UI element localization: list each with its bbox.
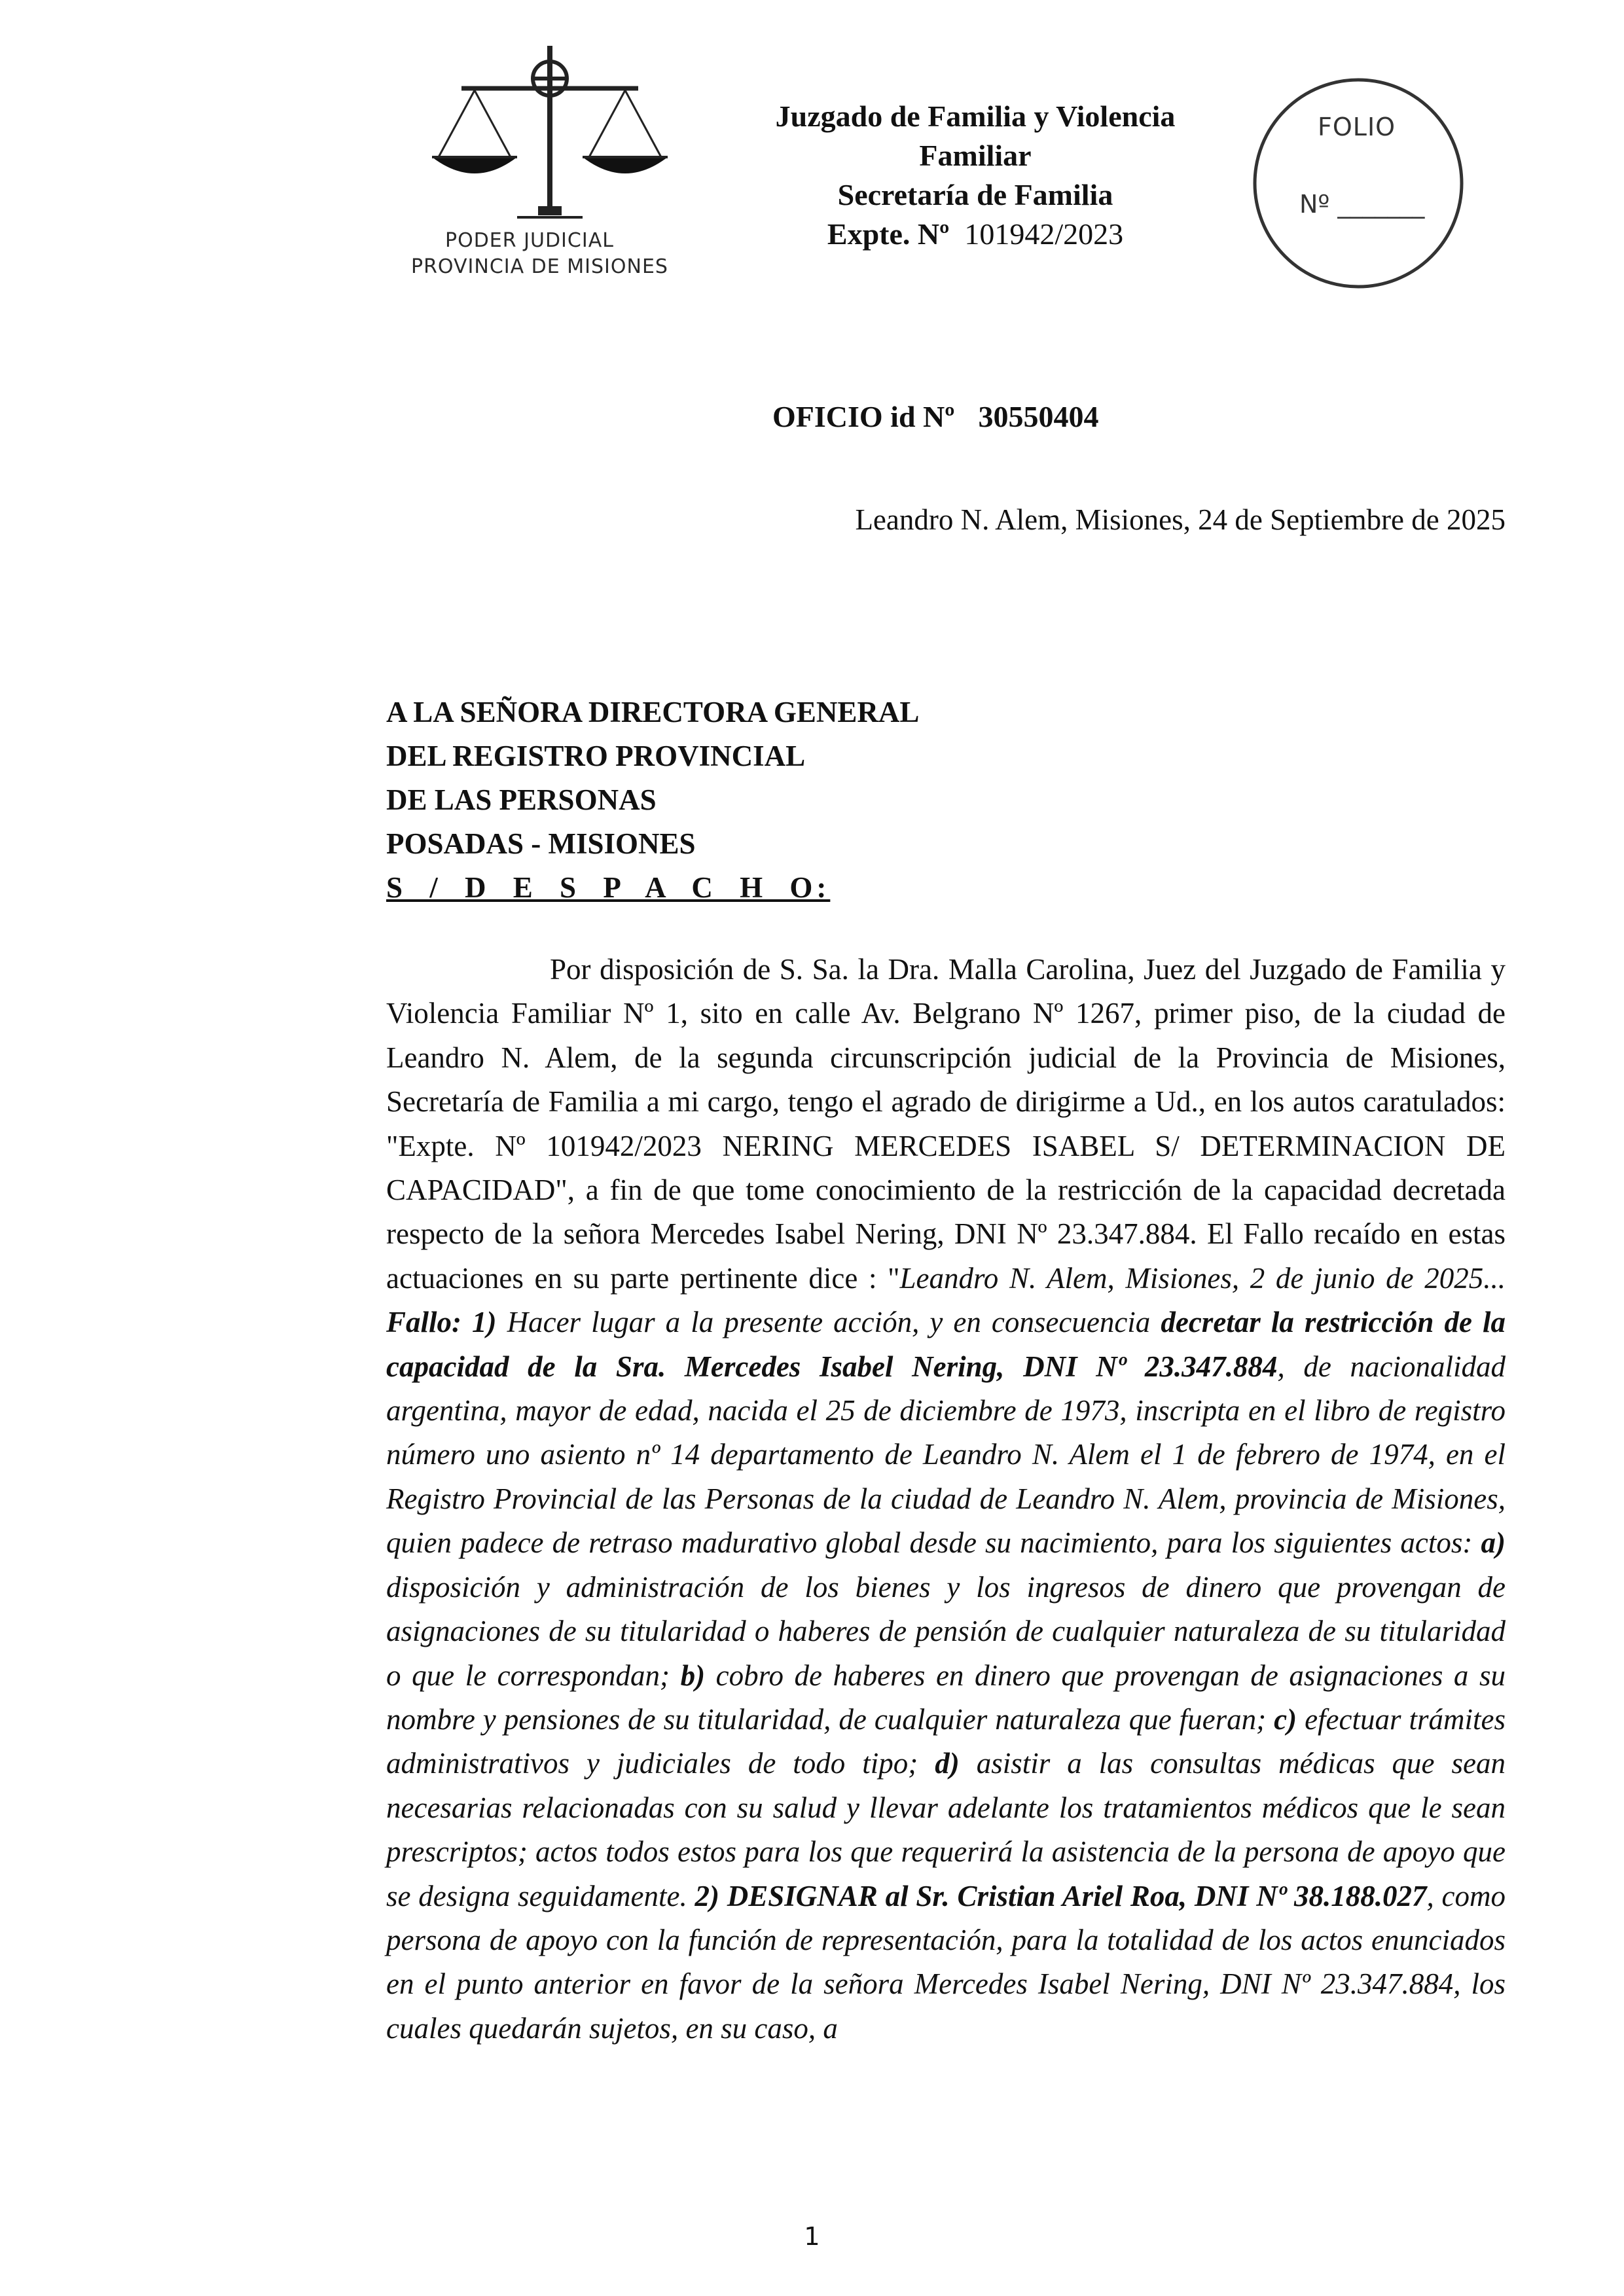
body-paragraph — [386, 948, 1506, 2051]
oficio-number: 30550404 — [978, 400, 1099, 433]
item-d-label: d) — [935, 1747, 960, 1780]
ruling-text-1: Hacer lugar a la presente acción, y en consecuencia — [496, 1306, 1161, 1339]
scales-of-justice-icon — [393, 39, 681, 229]
body-text — [386, 948, 1506, 2051]
addressee-line1: A LA SEÑORA DIRECTORA GENERAL — [386, 696, 920, 728]
ruling-decree: decretar la restricción de la capacidad de la Sra. Mercedes Isabel Nering, DNI Nº 23.347.884 — [386, 1306, 1506, 1383]
ruling-text-2: , de nacionalidad argentina, mayor de edad, nacida el 25 de diciembre de 1973, inscripta en el libro de registro número uno asiento nº 14 departamento de Leandro N. Alem el 1 de febrero de 1974, en el Registro Provincial de las Personas de la ciudad de Leandro N. Alem, provincia de Misiones, quien padece de retraso madurativo global desde su nacimiento, para los siguientes actos: — [386, 1350, 1506, 1560]
place-date: Leandro N. Alem, Misiones, 24 de Septiembre de 2025 — [855, 503, 1506, 536]
addressee-block — [386, 691, 919, 910]
item-b-label: b) — [680, 1659, 706, 1692]
ruling-heading: Fallo: 1) — [386, 1306, 497, 1339]
folio-number: Nº _______ — [1299, 190, 1425, 219]
designation-text: , como persona de apoyo con la función de representación, para la totalidad de los actos enunciados en el punto anterior en favor de la señora Mercedes Isabel Nering, DNI Nº 23.347.884, los cuales quedarán sujetos, en su caso, a — [386, 1879, 1506, 2045]
court-name-line2: Familiar — [919, 139, 1032, 172]
addressee-line3: DE LAS PERSONAS — [386, 783, 657, 816]
court-logo — [393, 39, 681, 288]
oficio-label: OFICIO id Nº — [772, 400, 955, 433]
item-a-text: disposición y administración de los bienes y los ingresos de dinero que provengan de asignaciones de su titularidad o haberes de pensión de cualquier naturaleza de su titularidad o que le correspondan; — [386, 1570, 1506, 1692]
item-d-text: asistir a las consultas médicas que sean necesarias relacionadas con su salud y llevar adelante los tratamientos médicos que le sean prescriptos; actos todos estos para los que requerirá la asistencia de la persona de apoyo que se designa seguidamente. — [386, 1747, 1506, 1912]
designation: 2) DESIGNAR al Sr. Cristian Ariel Roa, DNI Nº 38.188.027 — [695, 1879, 1427, 1912]
page-number: 1 — [804, 2222, 820, 2251]
folio-label: FOLIO — [1318, 113, 1396, 141]
item-c-label: c) — [1274, 1702, 1297, 1736]
addressee-line2: DEL REGISTRO PROVINCIAL — [386, 740, 806, 772]
logo-text-line1: PODER JUDICIAL — [445, 229, 614, 252]
despacho-line: S / D E S P A C H O: — [386, 871, 831, 904]
logo-text-line2: PROVINCIA DE MISIONES — [411, 255, 668, 278]
item-b-text: cobro de haberes en dinero que provengan de asignaciones a su nombre y pensiones de su titularidad, de cualquier naturaleza que fueran; — [386, 1659, 1506, 1736]
item-c-text: efectuar trámites administrativos y judiciales de todo tipo; — [386, 1702, 1506, 1780]
case-number-label: Expte. Nº — [827, 217, 950, 251]
case-number-value: 101942/2023 — [964, 217, 1124, 251]
case-number — [707, 215, 1244, 254]
ruling-date: Leandro N. Alem, Misiones, 2 de junio de 2025... — [899, 1261, 1506, 1295]
addressee-line4: POSADAS - MISIONES — [386, 827, 696, 860]
court-header — [707, 97, 1244, 254]
folio-stamp — [1247, 72, 1470, 295]
secretariat-name: Secretaría de Familia — [837, 178, 1113, 211]
oficio-id — [772, 399, 1098, 434]
folio-circle — [1247, 72, 1470, 295]
court-name-line1: Juzgado de Familia y Violencia — [775, 99, 1176, 133]
item-a-label: a) — [1481, 1526, 1506, 1560]
body-intro: Por disposición de S. Sa. la Dra. Malla Carolina, Juez del Juzgado de Familia y Violencia Familiar Nº 1, sito en calle Av. Belgrano Nº 1267, primer piso, de la ciudad de Leandro N. Alem, de la segunda circunscripción judicial de la Provincia de Misiones, Secretaría de Familia a mi cargo, tengo el agrado de dirigirme a Ud., en los autos caratulados: "Expte. Nº 101942/2023 NERING MERCEDES ISABEL S/ DETERMINACION DE CAPACIDAD", a fin de que tome conocimiento de la restricción de la capacidad decretada respecto de la señora Mercedes Isabel Nering, DNI Nº 23.347.884. El Fallo recaído en estas actuaciones en su parte pertinente dice : " — [386, 953, 1506, 1295]
